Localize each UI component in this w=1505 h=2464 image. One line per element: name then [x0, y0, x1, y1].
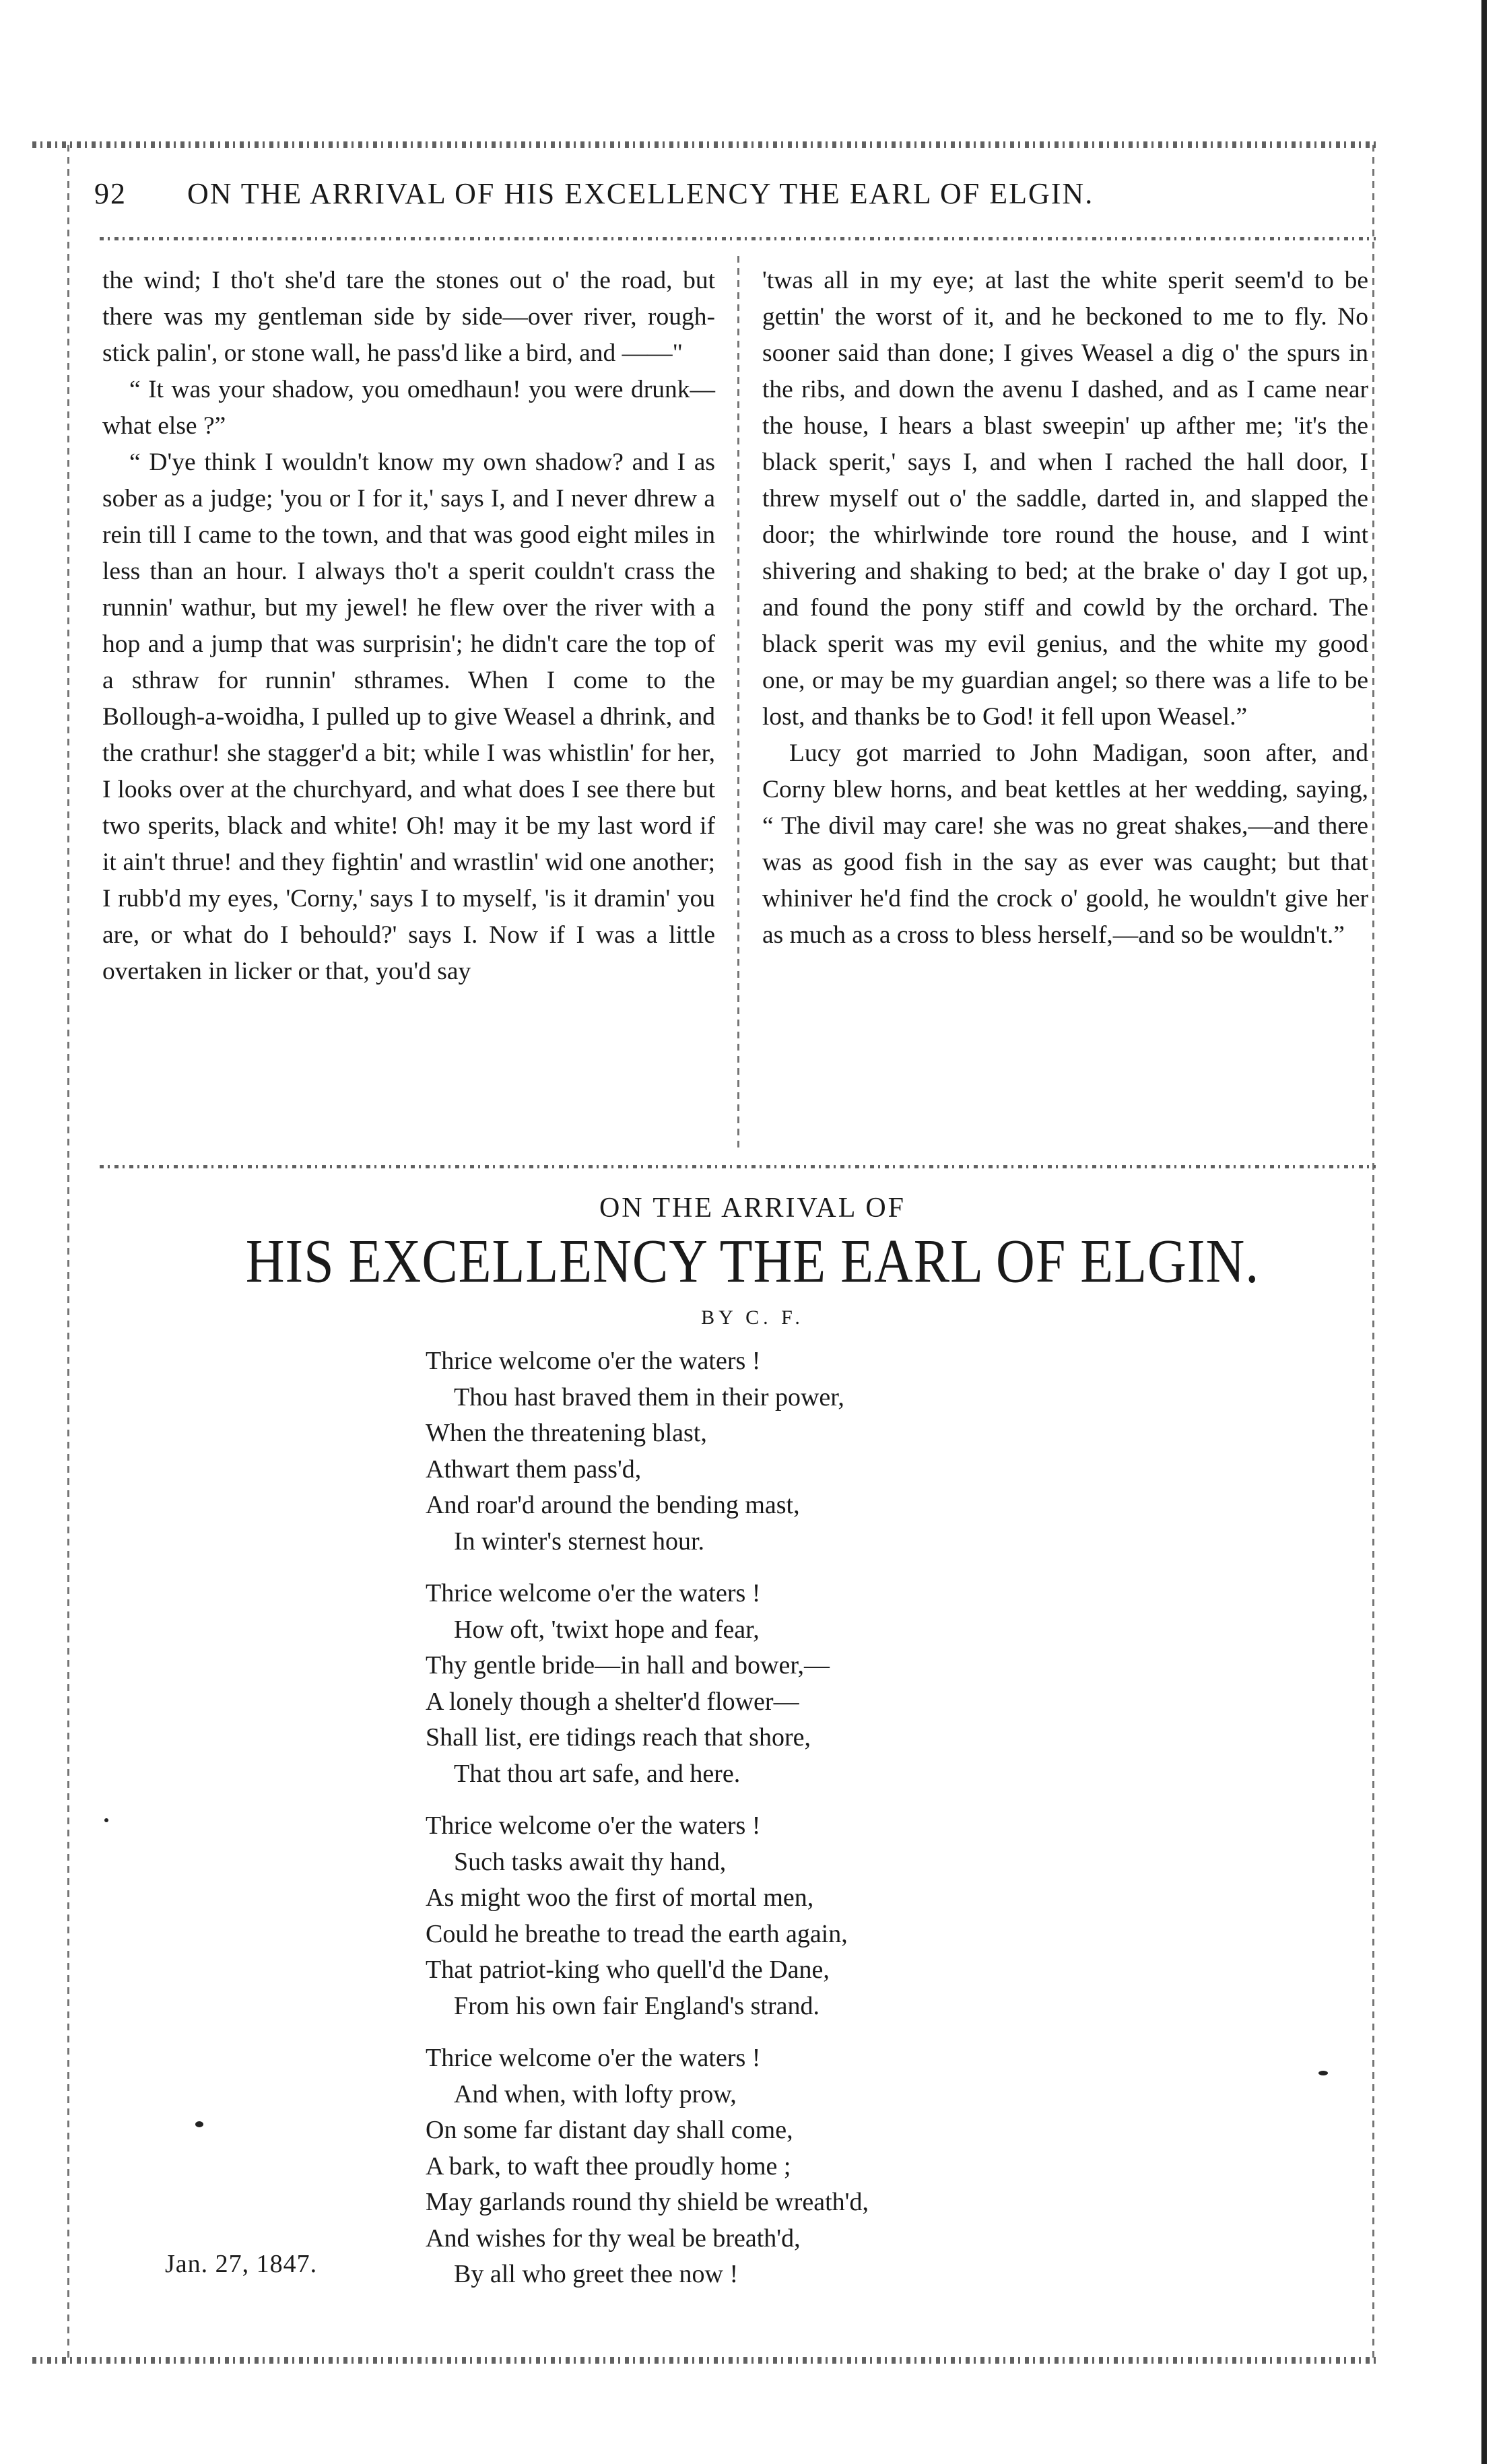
poem-stanza: [426, 2040, 1234, 2293]
poem-title: HIS EXCELLENCY THE EARL OF ELGIN.: [245, 1228, 1260, 1296]
poem-line: By all who greet thee now !: [454, 2260, 739, 2288]
poem-stanza: [426, 1808, 1234, 2024]
poem-line: In winter's sternest hour.: [454, 1527, 705, 1556]
poem-line: Thrice welcome o'er the waters !: [426, 1579, 761, 1607]
poem-line: A bark, to waft thee proudly home ;: [426, 2152, 791, 2180]
paragraph: “ D'ye think I wouldn't know my own shadow? and I as sober as a judge; 'you or I for it,' says I, and I never dhrew a rein till I came to the town, and that was good eight miles in less than an hour. I always tho't a sperit couldn't crass the runnin' wathur, but my jewel! he flew over the river with a hop and a jump that was surprisin'; he didn't care the top of a sthraw for runnin' sthrames. When I come to the Bollough-a-woidha, I pulled up to give Weasel a dhrink, and the crathur! she stagger'd a bit; while I was whistlin' for her, I looks over at the churchyard, and what does I see there but two sperits, black and white! Oh! may it be my last word if it ain't thrue! and they fightin' and wrastlin' wid one another; I rubb'd my eyes, 'Corny,' says I to myself, 'is it dramin' you are, or what do I behould?' says I. Now if I was a little overtaken in licker or that, you'd say: [102, 448, 715, 985]
poem-line: How oft, 'twixt hope and fear,: [454, 1615, 760, 1644]
column-bottom-rule: [100, 1165, 1376, 1168]
poem-byline: BY C. F.: [701, 1306, 804, 1329]
poem-stanza: [426, 1343, 1234, 1560]
bottom-ornamental-rule: [32, 2357, 1376, 2364]
poem-line: Thrice welcome o'er the waters !: [426, 2044, 761, 2072]
left-text-column: [102, 263, 715, 990]
poem-line: Thy gentle bride—in hall and bower,—: [426, 1651, 830, 1679]
page-number: 92: [94, 177, 127, 210]
poem-line: When the threatening blast,: [426, 1419, 707, 1447]
ink-speck: [104, 1818, 108, 1822]
poem-line: On some far distant day shall come,: [426, 2116, 793, 2144]
poem-line: And when, with lofty prow,: [454, 2079, 737, 2108]
poem-line: May garlands round thy shield be wreath'd,: [426, 2188, 869, 2216]
poem-line: Could he breathe to tread the earth again,: [426, 1919, 848, 1948]
poem-line: And roar'd around the bending mast,: [426, 1491, 800, 1519]
paragraph: “ It was your shadow, you omedhaun! you were drunk—what else ?”: [102, 376, 715, 440]
poem-line: Shall list, ere tidings reach that shore,: [426, 1723, 811, 1752]
poem-line: And wishes for thy weal be breath'd,: [426, 2224, 801, 2253]
poem-body: [426, 1343, 1234, 2309]
paragraph: Lucy got married to John Madigan, soon after, and Corny blew horns, and beat kettles at her wedding, saying, “ The divil may care! she was no great shakes,—and there was as good fish in the say as ever was caught; but that whiniver he'd find the crock o' goold, he wouldn't give her as much as a cross to bless herself,—and so be wouldn't.”: [762, 739, 1368, 949]
poem-date: Jan. 27, 1847.: [165, 2250, 318, 2278]
poem-line: As might woo the first of mortal men,: [426, 1884, 814, 1912]
column-divider-rule: [737, 256, 739, 1152]
poem-stanza: [426, 1576, 1234, 1792]
poem-line: That patriot-king who quell'd the Dane,: [426, 1956, 830, 1984]
poem-line: That thou art safe, and here.: [454, 1759, 741, 1788]
paragraph: 'twas all in my eye; at last the white sperit seem'd to be gettin' the worst of it, and he beckoned to me to fly. No sooner said than done; I gives Weasel a dig o' the spurs in the ribs, and down the avenu I dashed, and as I came near the house, I hears a blast sweepin' up afther me; 'it's the black sperit,' says I, and when I rached the hall door, I threw myself out o' the saddle, darted in, and slapped the door; the whirlwinde tore round the house, and I wint shivering and shaking to bed; at the brake o' day I got up, and found the pony stiff and cowld by the orchard. The black sperit was my evil genius, and the white my good one, or may be my guardian angel; so there was a life to be lost, and thanks be to God! it fell upon Weasel.”: [762, 267, 1368, 731]
ink-speck: [1318, 2071, 1328, 2075]
paragraph: the wind; I tho't she'd tare the stones out o' the road, but there was my gentleman side by side—over river, rough-stick palin', or stone wall, he pass'd like a bird, and ——": [102, 267, 715, 367]
running-title: ON THE ARRIVAL OF HIS EXCELLENCY THE EARL OF ELGIN.: [187, 177, 1094, 210]
ink-speck: [195, 2121, 203, 2127]
poem-line: From his own fair England's strand.: [454, 1991, 820, 2020]
header-underline-rule: [100, 237, 1376, 240]
right-text-column: [762, 263, 1368, 954]
poem-line: Thrice welcome o'er the waters !: [426, 1811, 761, 1840]
poem-line: Such tasks await thy hand,: [454, 1847, 727, 1876]
poem-line: Athwart them pass'd,: [426, 1455, 642, 1484]
poem-line: A lonely though a shelter'd flower—: [426, 1687, 799, 1716]
poem-heading: ON THE ARRIVAL OF: [599, 1193, 906, 1224]
poem-line: Thou hast braved them in their power,: [454, 1383, 844, 1411]
poem-line: Thrice welcome o'er the waters !: [426, 1347, 761, 1375]
top-ornamental-rule: [32, 141, 1376, 148]
